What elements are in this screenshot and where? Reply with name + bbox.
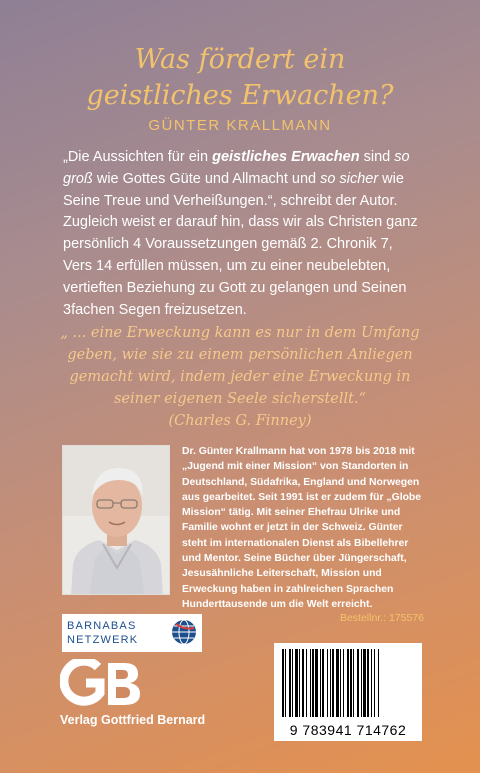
barcode-bar: [330, 649, 331, 717]
isbn-barcode: [274, 643, 422, 741]
barcode-bar: [282, 649, 284, 717]
author-bio: Dr. Günter Krallmann hat von 1978 bis 2018 mit „Jugend mit einer Mission“ von Standorten in Deutschland, Südafrika, England und Norwegen aus gearbeitet. Seit 1991 ist er zudem für „Globe Mission“ tätig. Mit seiner Ehefrau Ulrike und Familie wohnt er jetzt in der Schweiz. Günter steht im internationalen Dienst als Bibellehrer und Mentor. Seine Bücher über Jüngerschaft, Jesusähnliche Leiterschaft, Mission und Erweckung haben in zahlreichen Sprachen Hunderttausende um die Welt erreicht.: [182, 446, 422, 610]
author-name: GÜNTER KRALLMANN: [148, 117, 332, 134]
publisher-name: Verlag Gottfried Bernard: [60, 713, 206, 727]
barcode-bar: [292, 649, 293, 717]
barcode-bar: [315, 649, 318, 717]
quote-text: „ ... eine Erweckung kann es nur in dem Umfang geben, wie sie zu einem persönlichen Anliegen gemacht wird, indem jeder eine Erweckung in seiner eigenen Seele sicherstellt.“: [60, 325, 420, 407]
order-number: Bestellnr.: 175576: [339, 612, 424, 624]
barcode-bar: [347, 649, 349, 717]
barcode-bar: [371, 649, 372, 717]
barnabas-line-1: BARNABAS: [67, 620, 137, 632]
barcode-bar: [367, 649, 369, 717]
finney-quote: [48, 322, 432, 432]
author-portrait: [62, 445, 170, 595]
barnabas-netzwerk-logo: [62, 614, 202, 652]
barcode-bar: [357, 649, 359, 717]
barcode-bar: [361, 649, 362, 717]
barcode-bar: [285, 649, 286, 717]
barcode-bar: [322, 649, 324, 717]
emphasis-so-gross: so groß: [63, 149, 410, 187]
book-title-line-1: Was fördert ein: [134, 44, 346, 75]
gb-publisher-logo: [60, 659, 142, 707]
barnabas-line-2: NETZWERK: [67, 634, 139, 646]
barcode-bar: [340, 649, 341, 717]
book-title-line-2: geistliches Erwachen?: [86, 80, 394, 111]
barcode-bar: [378, 649, 379, 717]
barcode-bar: [327, 649, 328, 717]
author-portrait-illustration: [63, 446, 170, 595]
barcode-bar: [332, 649, 334, 717]
barcode-bar: [299, 649, 300, 717]
barcode-bar: [310, 649, 311, 717]
quote-source: (Charles G. Finney): [168, 413, 312, 429]
barcode-bar: [343, 649, 344, 717]
barcode-bar: [374, 649, 375, 717]
barcode-bars: [282, 649, 414, 717]
barcode-bar: [353, 649, 354, 717]
barcode-bar: [306, 649, 307, 717]
isbn-number: 9 783941 714762: [289, 722, 407, 738]
barcode-bar: [336, 649, 339, 717]
barcode-bar: [312, 649, 314, 717]
barcode-bar: [302, 649, 304, 717]
barcode-bar: [320, 649, 321, 717]
blurb-text: „Die Aussichten für ein geistliches Erwachen sind so groß wie Gottes Güte und Allmacht und so sicher wie Seine Treue und Verheißungen.“, schreibt der Autor. Zugleich weist er darauf hin, dass wir als Christen ganz persönlich 4 Voraussetzungen gemäß 2. Chronik 7, Vers 14 erfüllen müssen, um zu einer neubelebten, vertieften Beziehung zu Gott zu gelangen und Seinen 3fachen Segen freizusetzen.: [63, 149, 418, 318]
barcode-bar: [363, 649, 366, 717]
barcode-bar: [295, 649, 298, 717]
barcode-bar: [289, 649, 291, 717]
emphasis-geistliches-erwachen: geistliches Erwachen: [212, 149, 360, 165]
emphasis-so-sicher: so sicher: [320, 170, 379, 187]
globe-icon: [170, 618, 198, 646]
barcode-bar: [350, 649, 352, 717]
